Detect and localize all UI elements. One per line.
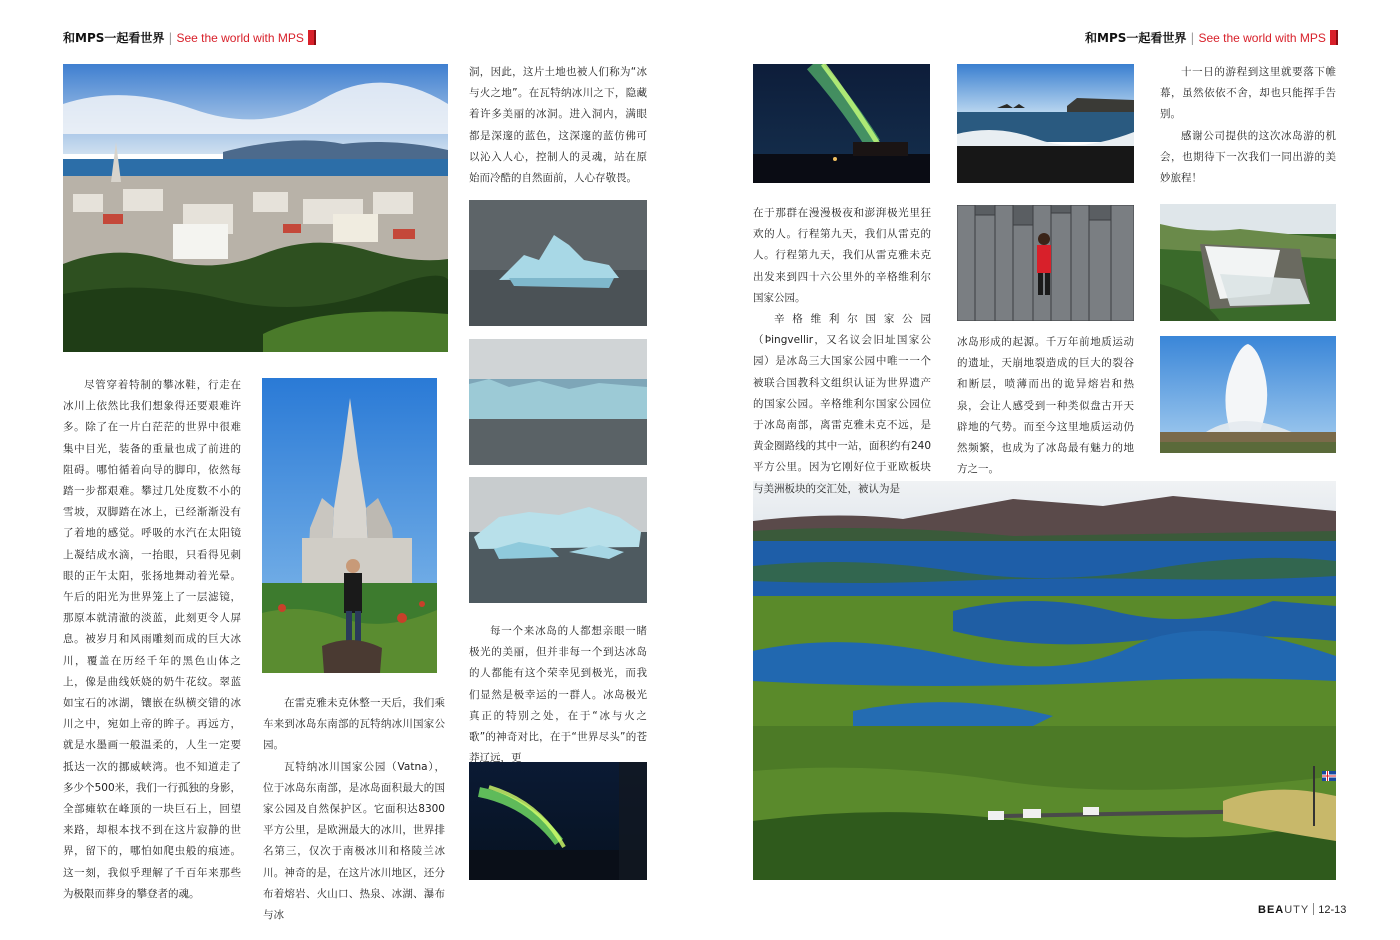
glacier-wall-photo	[469, 339, 647, 465]
header-separator: |	[1190, 31, 1195, 45]
page-number: 12-13	[1318, 904, 1347, 916]
article-text-col2	[263, 693, 445, 926]
aurora-photo	[469, 762, 647, 880]
header-zh-title: 和MPS一起看世界	[1085, 31, 1187, 45]
header-en-title: See the world with MPS	[176, 31, 304, 45]
article-paragraph: 在于那群在漫漫极夜和澎湃极光里狂欢的人。行程第九天，我们从雷克的人。行程第九天，我们从雷克雅未克出发来到四十六公里外的辛格维利尔国家公园。	[753, 207, 931, 304]
article-paragraph: 洞，因此，这片土地也被人们称为“冰与火之地”。在瓦特纳冰川之下，隐藏着许多美丽的冰洞。进入洞内，满眼都是深邃的蓝色，这深邃的蓝仿佛可以沁入人心，控制人的灵魂，站在原始而冷酷的自然面前，人心存敬畏。	[469, 66, 647, 185]
article-paragraph: 在雷克雅未克休整一天后，我们乘车来到冰岛东南部的瓦特纳冰川国家公园。	[263, 697, 445, 752]
article-text-col4	[753, 203, 931, 500]
hallgrimskirkja-photo	[262, 378, 437, 673]
iceberg-floating-photo	[469, 477, 647, 603]
aurora-photo	[753, 64, 930, 183]
article-text-col1	[63, 375, 241, 905]
waterfall-photo	[1160, 204, 1336, 321]
article-paragraph: 十一日的游程到这里就要落下帷幕，虽然依依不舍，却也只能挥手告别。	[1160, 66, 1336, 121]
page-header-left	[63, 30, 316, 46]
geyser-photo	[1160, 336, 1336, 453]
header-en-title: See the world with MPS	[1198, 31, 1326, 45]
article-text-col5	[957, 332, 1134, 480]
thingvellir-landscape-photo	[753, 481, 1336, 880]
footer-divider	[1313, 903, 1314, 915]
article-text-col3-top	[469, 62, 647, 189]
footer-brand-bold: BEA	[1258, 904, 1285, 916]
iceland-flag-icon	[1322, 766, 1336, 776]
header-separator: |	[168, 31, 173, 45]
article-text-col3-bottom	[469, 621, 647, 769]
article-paragraph: 每一个来冰岛的人都想亲眼一睹极光的美丽，但并非每一个到达冰岛的人都能有这个荣幸见到极光，而我们显然是极幸运的一群人。冰岛极光真正的特别之处，在于“冰与火之歌”的神奇对比，在于“世界尽头”的苍莽辽远，更	[469, 625, 647, 765]
article-paragraph: 辛格维利尔国家公园（Þingvellir，又名议会旧址国家公园）是冰岛三大国家公园中唯一一个被联合国教科文组织认证为世界遗产的国家公园。辛格维利尔国家公园位于冰岛南部，离雷克雅未克不远，是黄金圈路线的其中一站，面积约有240平方公里。因为它刚好位于亚欧板块与美洲板块的交汇处，被认为是	[753, 313, 931, 495]
article-paragraph: 瓦特纳冰川国家公园（Vatna），位于冰岛东南部，是冰岛面积最大的国家公园及自然保护区。它面积达8300平方公里，是欧洲最大的冰川，世界排名第三，仅次于南极冰川和格陵兰冰川。神奇的是，在这片冰川地区，还分布着熔岩、火山口、热泉、冰湖、瀑布与冰	[263, 760, 445, 922]
header-mark	[1330, 30, 1338, 45]
article-paragraph: 冰岛形成的起源。千万年前地质运动的遗址，天崩地裂造成的巨大的裂谷和断层，喷薄而出的诡异熔岩和热泉，会让人感受到一种类似盘古开天辟地的气势。而至今这里地质运动仍然频繁，也成为了冰岛最有魅力的地方之一。	[957, 336, 1134, 476]
footer-brand-light: UTY	[1284, 904, 1310, 916]
article-text-col6	[1160, 62, 1336, 189]
black-sand-beach-photo	[957, 64, 1134, 183]
article-paragraph: 感谢公司提供的这次冰岛游的机会，也期待下一次我们一同出游的美妙旅程！	[1160, 129, 1336, 185]
article-paragraph: 尽管穿着特制的攀冰鞋，行走在冰川上依然比我们想象得还要艰难许多。除了在一片白茫茫的世界中很难集中目光，装备的重量也成了前进的阻碍。哪怕循着向导的脚印，依然每踏一步都艰难。攀过几处度数不小的雪坡，双脚踏在冰上，已经渐渐没有了着地的感觉。呼吸的水汽在太阳镜上凝结成水滴，一抬眼，只看得见刺眼的正午太阳，张扬地舞动着光晕。午后的阳光为世界笼上了一层滤镜，那原本就清澈的淡蓝，此刻更令人屏息。被岁月和风雨雕刻而成的巨大冰川，覆盖在历经千年的黑色山体之上，像是曲线妖娆的奶牛花纹。翠蓝如宝石的冰湖，镶嵌在纵横交错的冰川之中，宛如上帝的眸子。再远方，就是水墨画一般温柔的，人生一定要抵达一次的挪威峡湾。也不知道走了多少个500米，我们一行孤独的身影，全部瘫软在峰顶的一块巨石上，回望来路，却根本找不到在这片寂静的世界，留下的，哪怕如爬虫般的痕迹。这一刻，我似乎理解了千百年来那些为极限而葬身的攀登者的魂。	[63, 379, 241, 900]
page-header-right	[1085, 30, 1338, 46]
iceberg-photo	[469, 200, 647, 326]
page-footer	[1258, 903, 1346, 916]
basalt-columns-photo	[957, 205, 1134, 321]
header-zh-title: 和MPS一起看世界	[63, 31, 165, 45]
header-mark	[308, 30, 316, 45]
reykjavik-city-photo	[63, 64, 448, 352]
